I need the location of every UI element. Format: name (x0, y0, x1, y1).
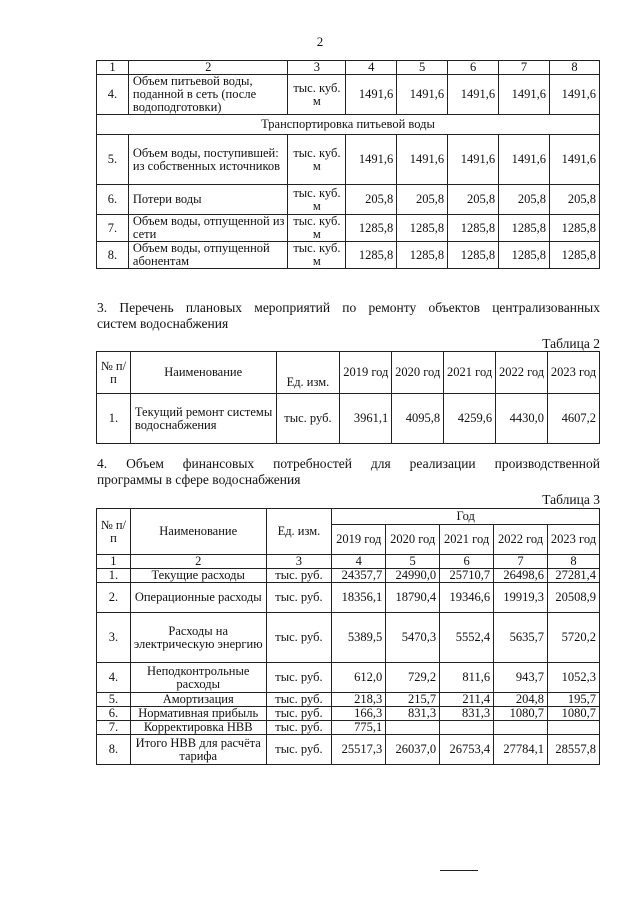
t2-row-value: 4607,2 (548, 394, 600, 444)
row-number: 8. (97, 242, 129, 269)
row-value: 205,8 (346, 185, 397, 215)
financial-needs-table (96, 508, 600, 765)
row-number: 7. (97, 721, 131, 735)
row-value: 218,3 (332, 693, 386, 707)
row-number: 4. (97, 663, 131, 693)
t3-header-num: № п/п (97, 509, 131, 555)
row-value: 26753,4 (440, 735, 494, 765)
row-number: 4. (97, 75, 129, 115)
column-number: 6 (448, 61, 499, 75)
row-unit: тыс. руб. (266, 583, 332, 613)
section-4-line2: программы в сфере водоснабжения (97, 472, 301, 487)
column-number: 2 (130, 555, 266, 569)
row-value: 943,7 (494, 663, 548, 693)
row-unit: тыс. руб. (266, 735, 332, 765)
t3-header-year: 2021 год (440, 525, 494, 555)
table-row (97, 721, 600, 735)
repair-plan-table (96, 351, 600, 444)
column-number: 2 (128, 61, 288, 75)
column-number: 8 (548, 555, 600, 569)
row-value: 1052,3 (548, 663, 600, 693)
row-value: 1285,8 (499, 242, 550, 269)
column-number: 7 (494, 555, 548, 569)
row-value: 205,8 (448, 185, 499, 215)
row-value: 5389,5 (332, 613, 386, 663)
row-value: 27281,4 (548, 569, 600, 583)
section-4-heading (97, 456, 600, 488)
row-value: 19346,6 (440, 583, 494, 613)
row-number: 5. (97, 135, 129, 185)
table-row (97, 75, 600, 115)
row-value: 1285,8 (549, 215, 599, 242)
table-row (97, 569, 600, 583)
t2-header-unit: Ед. изм. (276, 352, 340, 394)
row-unit: тыс. руб. (266, 721, 332, 735)
row-value: 28557,8 (548, 735, 600, 765)
row-value: 1491,6 (397, 135, 448, 185)
t2-header-year: 2019 год (340, 352, 392, 394)
row-name: Корректировка НВВ (130, 721, 266, 735)
table-row (97, 613, 600, 663)
row-value: 26037,0 (386, 735, 440, 765)
row-value: 1285,8 (448, 242, 499, 269)
row-number: 8. (97, 735, 131, 765)
row-value: 166,3 (332, 707, 386, 721)
row-value: 811,6 (440, 663, 494, 693)
t3-header-year: 2019 год (332, 525, 386, 555)
column-number: 5 (397, 61, 448, 75)
column-number: 1 (97, 555, 131, 569)
row-unit: тыс. куб. м (288, 242, 346, 269)
row-value: 1285,8 (549, 242, 599, 269)
row-value: 1285,8 (448, 215, 499, 242)
row-value: 831,3 (440, 707, 494, 721)
row-value: 195,7 (548, 693, 600, 707)
row-value: 831,3 (386, 707, 440, 721)
row-value: 1285,8 (499, 215, 550, 242)
row-value: 5552,4 (440, 613, 494, 663)
table-row (97, 693, 600, 707)
t3-header-year: 2020 год (386, 525, 440, 555)
t3-header-year: 2022 год (494, 525, 548, 555)
row-unit: тыс. куб. м (288, 135, 346, 185)
row-value: 1285,8 (346, 242, 397, 269)
table-row (97, 663, 600, 693)
row-number: 2. (97, 583, 131, 613)
row-unit: тыс. куб. м (288, 185, 346, 215)
row-value: 26498,6 (494, 569, 548, 583)
row-value: 18790,4 (386, 583, 440, 613)
t3-header-year-group: Год (332, 509, 600, 525)
t2-row-value: 4259,6 (444, 394, 496, 444)
row-value: 205,8 (549, 185, 599, 215)
row-unit: тыс. руб. (266, 693, 332, 707)
row-value: 1491,6 (499, 75, 550, 115)
t2-row-name: Текущий ремонт системы водоснабжения (130, 394, 276, 444)
row-value: 24357,7 (332, 569, 386, 583)
table-row (97, 735, 600, 765)
t2-row-value: 4430,0 (496, 394, 548, 444)
row-name: Объем воды, отпущенной абонентам (128, 242, 288, 269)
table-row (97, 583, 600, 613)
row-value: 1491,6 (499, 135, 550, 185)
row-value (548, 721, 600, 735)
row-value: 25517,3 (332, 735, 386, 765)
page-number: 2 (316, 34, 324, 49)
row-value: 215,7 (386, 693, 440, 707)
row-value (440, 721, 494, 735)
row-value: 612,0 (332, 663, 386, 693)
row-unit: тыс. руб. (266, 569, 332, 583)
t3-header-name: Наименование (130, 509, 266, 555)
row-value: 19919,3 (494, 583, 548, 613)
row-value: 25710,7 (440, 569, 494, 583)
row-value: 1285,8 (397, 242, 448, 269)
table-2-caption: Таблица 2 (542, 336, 600, 351)
t2-row-num: 1. (97, 394, 131, 444)
row-name: Расходы на электрическую энергию (130, 613, 266, 663)
row-name: Объем воды, поступившей: из собственных источников (128, 135, 288, 185)
t2-row-value: 4095,8 (392, 394, 444, 444)
row-value (386, 721, 440, 735)
row-value: 24990,0 (386, 569, 440, 583)
column-number: 3 (266, 555, 332, 569)
row-name: Операционные расходы (130, 583, 266, 613)
row-number: 1. (97, 569, 131, 583)
section-3-line1: 3. Перечень плановых мероприятий по ремонту объектов централизованных (97, 300, 600, 315)
t2-row-unit: тыс. руб. (276, 394, 340, 444)
row-value: 1491,6 (448, 75, 499, 115)
row-value: 1080,7 (548, 707, 600, 721)
t2-header-year: 2020 год (392, 352, 444, 394)
row-value: 1491,6 (549, 75, 599, 115)
row-name: Потери воды (128, 185, 288, 215)
row-number: 5. (97, 693, 131, 707)
t2-header-year: 2022 год (496, 352, 548, 394)
row-value: 1080,7 (494, 707, 548, 721)
column-number: 4 (346, 61, 397, 75)
section-3-heading (97, 300, 600, 332)
row-value: 205,8 (397, 185, 448, 215)
section-4-line1: 4. Объем финансовых потребностей для реализации производственной (97, 456, 600, 471)
row-name: Объем воды, отпущенной из сети (128, 215, 288, 242)
row-value (494, 721, 548, 735)
row-value: 204,8 (494, 693, 548, 707)
column-number: 3 (288, 61, 346, 75)
column-number: 1 (97, 61, 129, 75)
section-3-line2: систем водоснабжения (97, 316, 229, 331)
row-value: 1491,6 (549, 135, 599, 185)
row-unit: тыс. куб. м (288, 215, 346, 242)
table-row (97, 185, 600, 215)
water-volume-table (96, 60, 600, 269)
row-value: 5720,2 (548, 613, 600, 663)
row-name: Амортизация (130, 693, 266, 707)
table-3-caption: Таблица 3 (542, 492, 600, 507)
row-value: 211,4 (440, 693, 494, 707)
row-value: 20508,9 (548, 583, 600, 613)
column-number: 5 (386, 555, 440, 569)
table-row (97, 707, 600, 721)
t3-header-year: 2023 год (548, 525, 600, 555)
section-row-transport: Транспортировка питьевой воды (97, 115, 600, 135)
row-number: 7. (97, 215, 129, 242)
t2-header-name: Наименование (130, 352, 276, 394)
row-number: 6. (97, 707, 131, 721)
column-number: 7 (499, 61, 550, 75)
row-value: 729,2 (386, 663, 440, 693)
table-row (97, 135, 600, 185)
row-number: 3. (97, 613, 131, 663)
footer-line (440, 870, 478, 871)
row-name: Текущие расходы (130, 569, 266, 583)
row-number: 6. (97, 185, 129, 215)
t2-row-value: 3961,1 (340, 394, 392, 444)
row-unit: тыс. руб. (266, 663, 332, 693)
row-name: Объем питьевой воды, поданной в сеть (после водоподготовки) (128, 75, 288, 115)
t3-header-unit: Ед. изм. (266, 509, 332, 555)
row-value: 5470,3 (386, 613, 440, 663)
row-name: Нормативная прибыль (130, 707, 266, 721)
column-number: 8 (549, 61, 599, 75)
row-value: 775,1 (332, 721, 386, 735)
row-value: 205,8 (499, 185, 550, 215)
t2-header-num: № п/п (97, 352, 131, 394)
row-value: 1491,6 (448, 135, 499, 185)
row-value: 27784,1 (494, 735, 548, 765)
row-value: 1285,8 (346, 215, 397, 242)
t2-header-year: 2021 год (444, 352, 496, 394)
row-value: 1285,8 (397, 215, 448, 242)
row-value: 5635,7 (494, 613, 548, 663)
row-unit: тыс. куб. м (288, 75, 346, 115)
t2-header-year: 2023 год (548, 352, 600, 394)
row-name: Неподконтрольные расходы (130, 663, 266, 693)
table-row (97, 215, 600, 242)
row-value: 1491,6 (346, 135, 397, 185)
column-number: 4 (332, 555, 386, 569)
row-value: 18356,1 (332, 583, 386, 613)
row-value: 1491,6 (397, 75, 448, 115)
row-unit: тыс. руб. (266, 707, 332, 721)
table-row (97, 242, 600, 269)
row-name: Итого НВВ для расчёта тарифа (130, 735, 266, 765)
column-number: 6 (440, 555, 494, 569)
row-value: 1491,6 (346, 75, 397, 115)
row-unit: тыс. руб. (266, 613, 332, 663)
